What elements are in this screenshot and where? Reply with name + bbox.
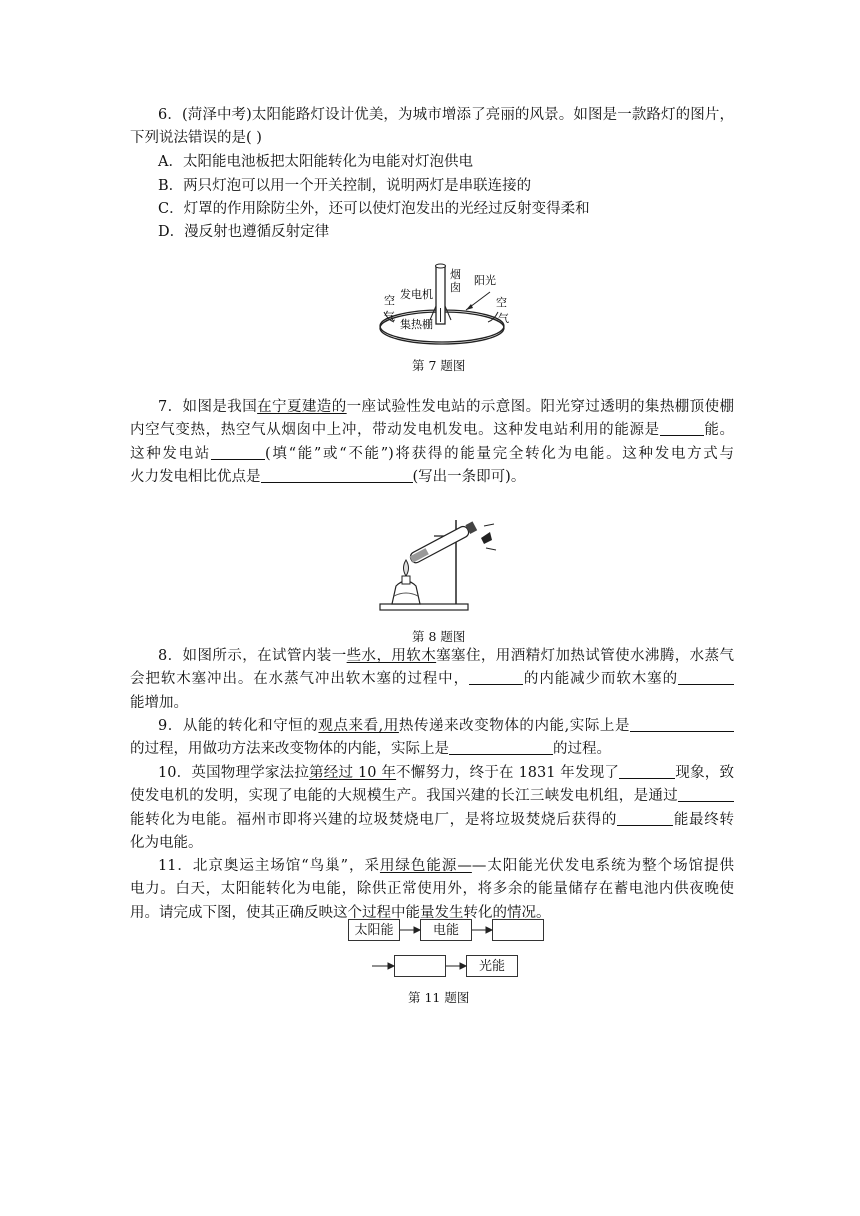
fig7-label-air-left-1: 空 [384, 294, 395, 307]
arrowhead-into-blank-2 [388, 963, 394, 969]
q6-option-b: B．两只灯泡可以用一个开关控制，说明两灯是串联连接的 [158, 178, 532, 194]
figure-11-caption: 第 11 题图 [408, 990, 470, 1005]
q8-line-2: 会把软木塞冲出。在水蒸气冲出软木塞的过程中， 的内能减少而软木塞的 [130, 668, 734, 691]
q7-line-2: 内空气变热，热空气从烟囱中上冲，带动发电机发电。这种发电站利用的能源是 能。 [130, 422, 735, 439]
fig7-label-air-right-2: 气 [498, 312, 509, 325]
fig7-label-generator: 发电机 [400, 288, 433, 301]
q6-option-a: A．太阳能电池板把太阳能转化为电能对灯泡供电 [158, 154, 473, 170]
q11-line-3: 用。请完成下图，使其正确反映这个过程中能量发生转化的情况。 [130, 904, 551, 921]
q6-line-1: 6．(菏泽中考)太阳能路灯设计优美，为城市增添了亮丽的风景。如图是一款路灯的图片， [158, 107, 734, 123]
arrowhead-electric-to-blank [486, 927, 492, 933]
q9-line-1: 9．从能的转化和守恒的观点来看,用热传递来改变物体的内能,实际上是 [130, 715, 734, 738]
q10-line-3: 能转化为电能。福州市即将兴建的垃圾焚烧电厂，是将垃圾焚烧后获得的 能最终转 [130, 811, 734, 828]
q6-option-d: D．漫反射也遵循反射定律 [158, 224, 330, 240]
flow-box-light: 光能 [466, 955, 518, 977]
fig7-label-air-right-1: 空 [496, 296, 507, 309]
q7-line-1: 7．如图是我国在宁夏建造的一座试验性发电站的示意图。阳光穿过透明的集热棚顶使棚 [158, 399, 735, 415]
q10-line-1: 10．英国物理学家法拉第经过 10 年不懈努力，终于在 1831 年发现了 现象，致 [158, 765, 735, 781]
flow-box-electric: 电能 [420, 919, 472, 941]
q9-line-2: 的过程，用做功方法来改变物体的内能，实际上是 的过程。 [130, 741, 611, 758]
q11-line-1: 11．北京奥运主场馆“鸟巢”，采用绿色能源——太阳能光伏发电系统为整个场馆提供 [158, 858, 735, 874]
q11-line-2: 电力。白天，太阳能转化为电能，除供正常使用外，将多余的能量储存在蓄电池内供夜晚使 [130, 881, 734, 898]
q6-option-c: C．灯罩的作用除防尘外，还可以使灯泡发出的光经过反射变得柔和 [158, 201, 590, 217]
q10-line-4: 化为电能。 [130, 835, 203, 852]
figure-7-caption: 第 7 题图 [412, 358, 466, 373]
q10-line-2: 使发电机的发明，实现了电能的大规模生产。我国兴建的长江三峡发电机组，是通过 [130, 785, 734, 808]
fig7-label-collector: 集热棚 [400, 318, 433, 331]
arrowhead-solar-to-electric [414, 927, 420, 933]
fig7-label-chimney-2: 囱 [450, 281, 461, 294]
arrowhead-blank-to-light [460, 963, 466, 969]
q8-line-1: 8．如图所示，在试管内装一些水，用软木塞塞住，用酒精灯加热试管使水沸腾，水蒸气 [158, 648, 735, 664]
fig7-label-sunlight: 阳光 [474, 274, 496, 287]
q7-line-3: 这种发电站 (填“能”或“不能”)将获得的能量完全转化为电能。这种发电方式与 [130, 445, 735, 462]
fig7-label-air-left-2: 气 [384, 310, 395, 323]
figure-8-caption: 第 8 题图 [412, 629, 466, 644]
q7-line-4: 火力发电相比优点是 (写出一条即可)。 [130, 469, 526, 486]
fig7-label-chimney-1: 烟 [450, 268, 461, 281]
flow-box-solar: 太阳能 [348, 919, 400, 941]
q6-line-2: 下列说法错误的是( ) [130, 130, 262, 147]
q8-line-3: 能增加。 [130, 694, 188, 711]
